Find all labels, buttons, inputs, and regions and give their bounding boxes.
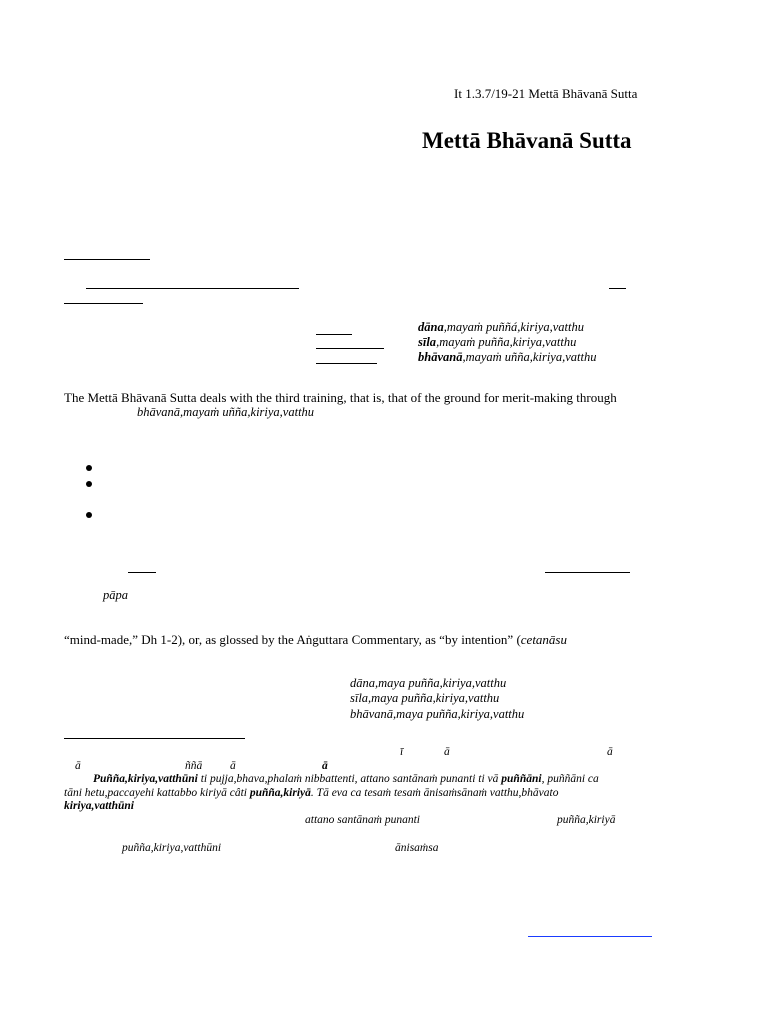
- footnote-term: puñña,kiriyā: [557, 814, 616, 826]
- training-rest: ,mayaṁ uñña,kiriya,vatthu: [462, 350, 597, 364]
- intro-sentence: The Mettā Bhāvanā Sutta deals with the third training, that is, that of the ground for merit-making through: [64, 390, 617, 405]
- papa-term: pāpa: [103, 588, 128, 602]
- ground-bhavana: bhāvanā,maya puñña,kiriya,vatthu: [350, 707, 525, 721]
- underline-rule: [316, 348, 384, 349]
- diacritic-fragment: ā: [75, 760, 81, 772]
- training-bhavana: [418, 350, 596, 365]
- underline-rule: [86, 288, 299, 289]
- ground-dana: dāna,maya puñña,kiriya,vatthu: [350, 676, 507, 690]
- bullet-point: [86, 465, 92, 471]
- training-rest: ,mayaṁ puññá,kiriya,vatthu: [443, 320, 584, 334]
- footnote-bold: Puñña,kiriya,vatthūni: [93, 773, 198, 785]
- footnote-term: ānisaṁsa: [395, 842, 439, 854]
- diacritic-fragment: ññā: [185, 760, 203, 772]
- hyperlink-underline[interactable]: [528, 936, 652, 937]
- footnote-text: , puññāni ca: [541, 773, 599, 785]
- training-term: bhāvanā: [418, 350, 463, 364]
- diacritic-fragment: ā: [607, 746, 613, 758]
- bullet-point: [86, 512, 92, 518]
- footnote-text: ti pujja,bhava,phalaṁ nibbattenti, attano santānaṁ punanti ti vā: [197, 773, 502, 785]
- diacritic-fragment: ā: [444, 746, 450, 758]
- diacritic-fragment: ā: [322, 760, 328, 772]
- cetanasu-term: cetanāsu: [520, 632, 567, 647]
- footnote-line-2: [64, 787, 558, 799]
- training-rest: ,mayaṁ puñña,kiriya,vatthu: [436, 335, 577, 349]
- training-term: sīla: [418, 335, 437, 349]
- training-term: dāna: [418, 320, 444, 334]
- training-sila: [418, 335, 576, 350]
- bullet-point: [86, 481, 92, 487]
- training-dana: [418, 320, 584, 335]
- footnote-line-1: [93, 773, 599, 785]
- footnote-line-3: [64, 800, 134, 812]
- footnote-bold: puññāni: [501, 773, 542, 785]
- footnote-text: . Tā eva ca tesaṁ tesaṁ ānisaṁsānaṁ vatthu,bhāvato: [310, 787, 559, 799]
- underline-rule: [128, 572, 156, 573]
- footnote-bold: puñña,kiriyā: [249, 787, 311, 799]
- footnote-term: puñña,kiriya,vatthūni: [122, 842, 222, 854]
- underline-rule: [316, 334, 352, 335]
- diacritic-fragment: ī: [400, 746, 404, 758]
- underline-rule: [64, 303, 143, 304]
- footnote-term: attano santānaṁ punanti: [305, 814, 421, 826]
- underline-rule: [609, 288, 626, 289]
- heading-rule: [64, 259, 150, 260]
- intro-term: bhāvanā,mayaṁ uñña,kiriya,vatthu: [137, 405, 315, 419]
- underline-rule: [316, 363, 377, 364]
- footnote-bold: kiriya,vatthūni: [64, 800, 134, 812]
- mind-made-text: “mind-made,” Dh 1-2), or, as glossed by the Aṅguttara Commentary, as “by intention” (: [64, 632, 521, 647]
- ground-sila: sīla,maya puñña,kiriya,vatthu: [350, 691, 500, 705]
- footnote-text: tāni hetu,paccayehi kattabbo kiriyā câti: [64, 787, 250, 799]
- underline-rule: [545, 572, 630, 573]
- diacritic-fragment: ā: [230, 760, 236, 772]
- sutta-reference: It 1.3.7/19-21 Mettā Bhāvanā Sutta: [454, 86, 638, 101]
- footnote-separator: [64, 738, 245, 739]
- page-title: Mettā Bhāvanā Sutta: [422, 128, 632, 153]
- mind-made-sentence: [64, 632, 567, 648]
